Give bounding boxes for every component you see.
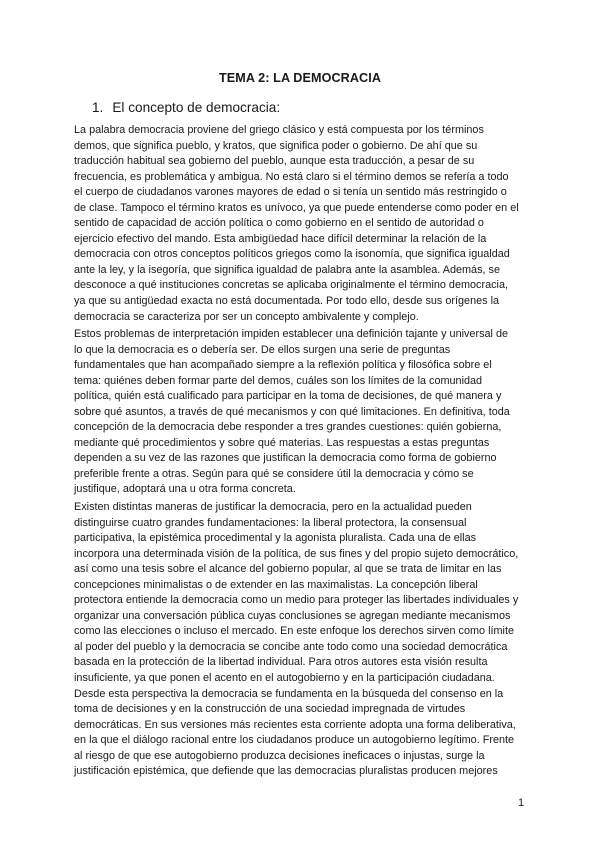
paragraph-line: dependen a su vez de las razones que justifican la democracia como forma de gobierno (74, 452, 497, 465)
paragraph-line: democracia con otros conceptos políticos griegos como la isonomía, que significa igualdad (74, 248, 510, 261)
paragraph-line: participativa, la epistémica procedimental y la agonista pluralista. Cada una de ellas (74, 532, 477, 545)
paragraph-line: en la que el diálogo racional entre los ciudadanos produce un autogobierno legítimo. Frente (74, 734, 515, 747)
paragraph-line: al poder del pueblo y la democracia se concibe ante todo como una sociedad democrática (74, 640, 508, 653)
paragraph-line: ya que su antigüedad exacta no está documentada. Por todo ello, desde sus orígenes la (74, 295, 500, 308)
paragraph-line: concepción de la democracia debe responder a tres grandes cuestiones: quién gobierna, (74, 421, 502, 434)
paragraph-line: democracia se caracteriza por ser un concepto ambivalente y complejo. (74, 310, 419, 323)
paragraph-line: fundamentales que han acompañado siempre a la reflexión política y filosófica sobre el (74, 359, 492, 372)
paragraph-line: incorpora una determinada visión de la política, de sus fines y del propio sujeto democrático, (74, 547, 519, 560)
paragraph-line: política, quién está cualificado para participar en la toma de decisiones, de qué manera y (74, 390, 502, 403)
paragraph (74, 500, 528, 780)
paragraph-line: toma de decisiones y en la construcción de una sociedad impregnada de virtudes (74, 703, 466, 716)
paragraph-line: La palabra democracia proviene del griego clásico y está compuesta por los términos (74, 124, 484, 136)
paragraph-line: democráticas. En sus versiones más recientes esta corriente adopta una forma deliberativa, (74, 718, 516, 731)
paragraph-line: como las elecciones o incluso el mercado. En este enfoque los derechos sirven como límite (74, 625, 514, 638)
paragraph-line: traducción habitual sea gobierno del pueblo, aunque esta traducción, a pesar de su (74, 155, 475, 168)
section-heading-text: El concepto de democracia: (112, 100, 281, 115)
paragraph (74, 123, 528, 325)
paragraph-line: distinguirse cuatro grandes fundamentaciones: la liberal protectora, la consensual (74, 516, 467, 529)
paragraph-line: lo que la democracia es o debería ser. De ellos surgen una serie de preguntas (74, 343, 451, 356)
paragraph-line: Estos problemas de interpretación impiden establecer una definición tajante y universal de (74, 328, 509, 340)
paragraph-line: concepciones minimalistas o de extender en las maximalistas. La concepción liberal (74, 578, 478, 591)
paragraph-line: basada en la protección de la libertad individual. Para otros autores esta visión resulta (74, 656, 488, 669)
paragraph-line: Existen distintas maneras de justificar la democracia, pero en la actualidad pueden (74, 501, 472, 513)
paragraph-line: el cuerpo de ciudadanos varones mayores de edad o si tenía un sentido más restringido o (74, 186, 507, 199)
section-heading (92, 100, 280, 115)
paragraph-line: justifique, adoptará una u otra forma concreta. (74, 483, 296, 496)
paragraph-line: al riesgo de que ese autogobierno produzca decisiones ineficaces o injustas, surge la (74, 749, 485, 762)
document-title: TEMA 2: LA DEMOCRACIA (218, 71, 382, 85)
page-number: 1 (518, 797, 525, 809)
paragraph-line: mediante qué procedimientos y sobre qué materias. Las respuestas a estas preguntas (74, 436, 490, 449)
paragraph-line: así como una tesis sobre el alcance del gobierno popular, al que se trata de limitar en las (74, 563, 502, 576)
paragraph-line: ante la ley, y la isegoría, que significa igualdad de palabra ante la asamblea. Además, se (74, 263, 500, 276)
paragraph-line: frecuencia, es problemática y ambigua. No está claro si el término demos se refería a todo (74, 170, 509, 183)
paragraph-line: protectora entiende la democracia como un medio para proteger las libertades individuales y (74, 594, 519, 607)
paragraph-line: demos, que significa pueblo, y kratos, que significa poder o gobierno. De ahí que su (74, 139, 478, 152)
paragraph-line: desconoce a qué instituciones concretas se aplicaba originalmente el término democracia, (74, 279, 508, 292)
paragraph-line: sobre qué asuntos, a través de qué mecanismos y con qué limitaciones. En definitiva, toda (74, 405, 510, 418)
section-number: 1. (92, 100, 104, 115)
paragraph-line: tema: quiénes deben formar parte del demos, cuáles son los límites de la comunidad (74, 374, 483, 387)
paragraph-line: insuficiente, ya que ponen el acento en el autogobierno y en la participación ciudadana. (74, 672, 495, 685)
paragraph-line: preferible frente a otras. Según para qué se considere útil la democracia y cómo se (74, 467, 474, 480)
paragraph-line: justificación epistémica, que defiende que las democracias pluralistas producen mejores (74, 765, 498, 778)
paragraph-line: organizar una conversación pública cuyas conclusiones se agregan mediante mecanismos (74, 609, 511, 622)
paragraph-line: sentido de capacidad de acción política o como gobierno en el sentido de autoridad o (74, 217, 484, 230)
paragraph (74, 327, 528, 498)
paragraph-line: Desde esta perspectiva la democracia se fundamenta en la búsqueda del consenso en la (74, 687, 504, 700)
paragraph-line: ejercicio efectivo del mando. Esta ambigüedad hace difícil determinar la relación de la (74, 232, 487, 245)
paragraph-line: de clase. Tampoco el término kratos es unívoco, ya que puede entenderse como poder en el (74, 201, 519, 214)
